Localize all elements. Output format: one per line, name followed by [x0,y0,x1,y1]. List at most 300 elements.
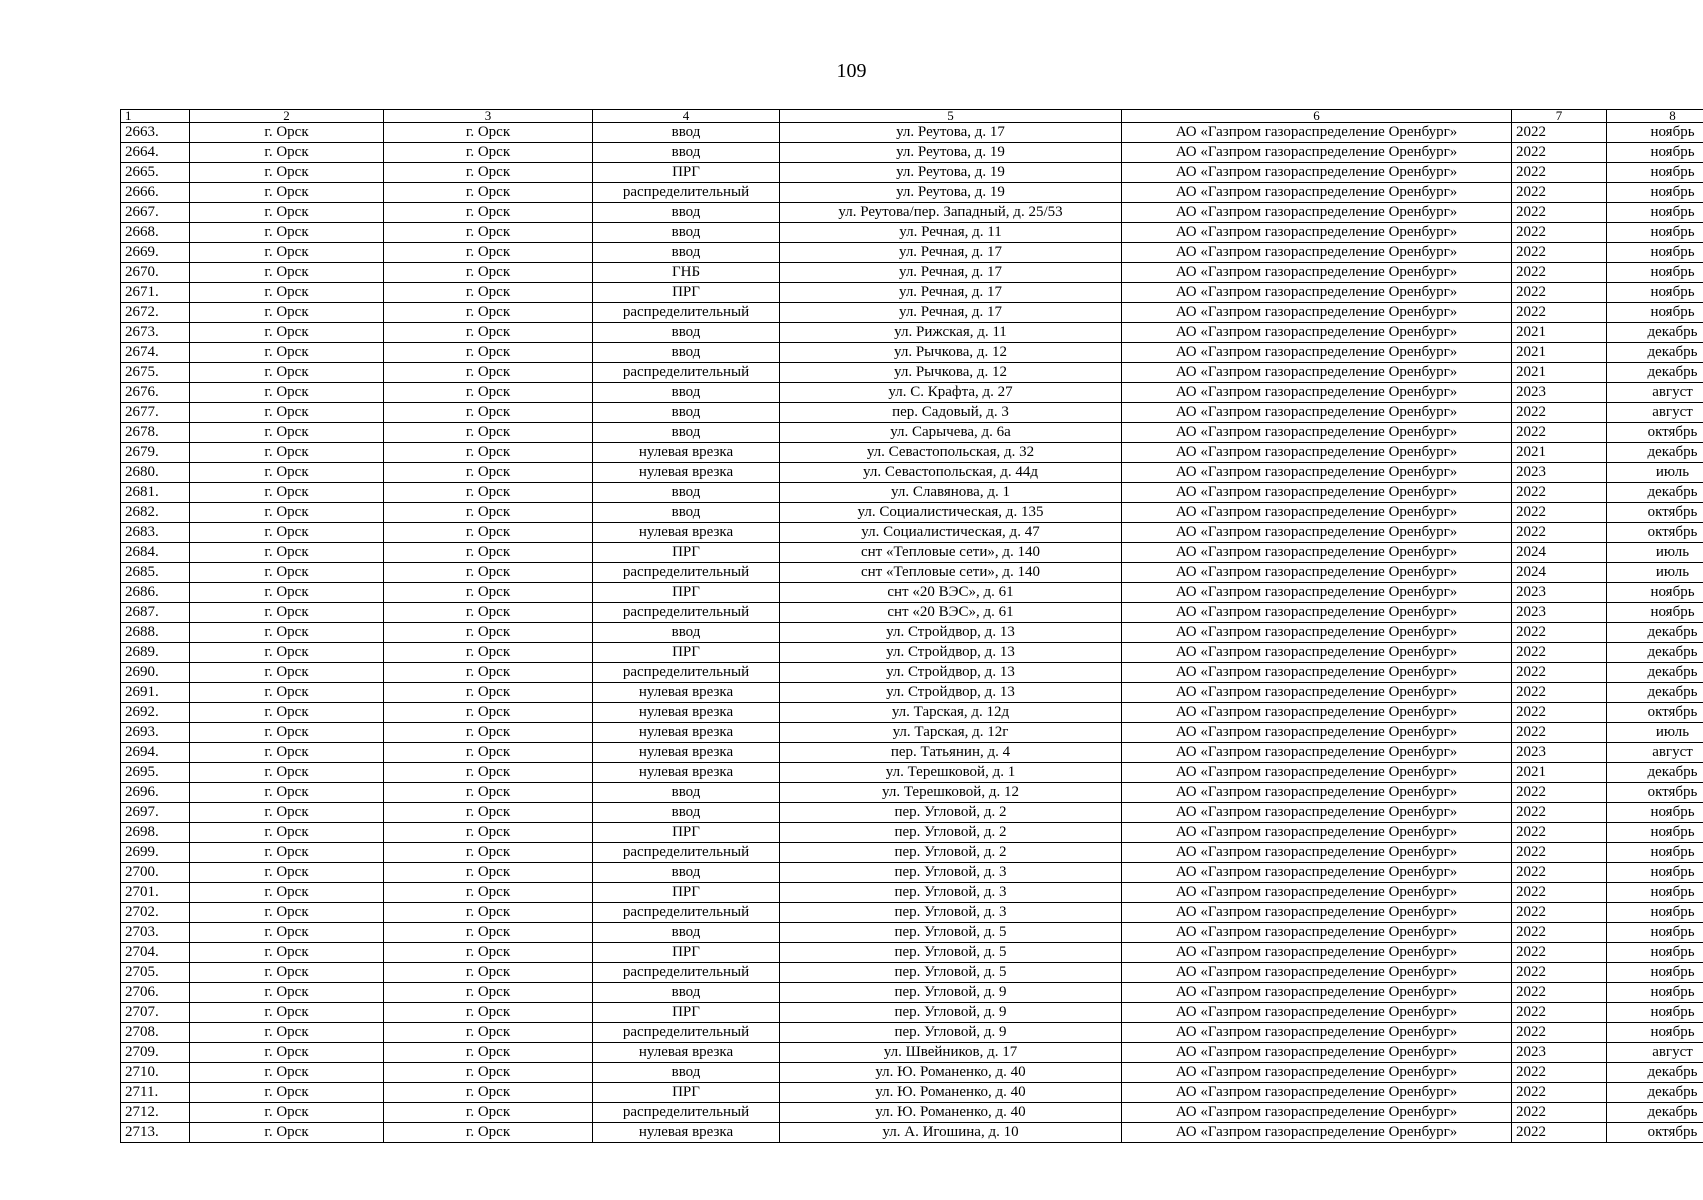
cell-municipality: г. Орск [190,443,384,463]
table-row [121,963,1703,983]
cell-year: 2022 [1512,483,1607,503]
cell-municipality: г. Орск [190,1063,384,1083]
cell-address: ул. Терешковой, д. 12 [780,783,1122,803]
cell-row-number: 2678. [121,423,190,443]
cell-row-number: 2713. [121,1123,190,1143]
cell-settlement: г. Орск [384,123,593,143]
cell-operator: АО «Газпром газораспределение Оренбург» [1122,703,1512,723]
cell-settlement: г. Орск [384,543,593,563]
cell-operator: АО «Газпром газораспределение Оренбург» [1122,1083,1512,1103]
cell-month: октябрь [1607,523,1703,543]
table-row [121,823,1703,843]
cell-address: пер. Садовый, д. 3 [780,403,1122,423]
cell-address: пер. Угловой, д. 2 [780,823,1122,843]
cell-address: пер. Угловой, д. 3 [780,863,1122,883]
cell-address: ул. Речная, д. 17 [780,303,1122,323]
table-row [121,1083,1703,1103]
table-row [121,363,1703,383]
cell-row-number: 2672. [121,303,190,323]
cell-year: 2022 [1512,683,1607,703]
cell-municipality: г. Орск [190,1123,384,1143]
cell-year: 2022 [1512,223,1607,243]
cell-month: октябрь [1607,423,1703,443]
cell-operator: АО «Газпром газораспределение Оренбург» [1122,763,1512,783]
page-number: 109 [836,60,867,82]
cell-year: 2022 [1512,143,1607,163]
cell-operator: АО «Газпром газораспределение Оренбург» [1122,683,1512,703]
cell-object-type: нулевая врезка [593,443,780,463]
cell-year: 2022 [1512,723,1607,743]
cell-address: ул. Стройдвор, д. 13 [780,663,1122,683]
cell-municipality: г. Орск [190,423,384,443]
registry-body [121,123,1703,1143]
cell-row-number: 2674. [121,343,190,363]
cell-settlement: г. Орск [384,363,593,383]
cell-municipality: г. Орск [190,123,384,143]
cell-month: декабрь [1607,643,1703,663]
cell-row-number: 2679. [121,443,190,463]
table-row [121,1123,1703,1143]
cell-operator: АО «Газпром газораспределение Оренбург» [1122,823,1512,843]
cell-month: декабрь [1607,363,1703,383]
table-row [121,883,1703,903]
table-row [121,803,1703,823]
cell-settlement: г. Орск [384,943,593,963]
cell-settlement: г. Орск [384,283,593,303]
cell-municipality: г. Орск [190,723,384,743]
cell-object-type: распределительный [593,903,780,923]
cell-address: ул. Тарская, д. 12д [780,703,1122,723]
cell-month: декабрь [1607,483,1703,503]
cell-settlement: г. Орск [384,703,593,723]
table-row [121,483,1703,503]
cell-operator: АО «Газпром газораспределение Оренбург» [1122,1063,1512,1083]
cell-settlement: г. Орск [384,563,593,583]
cell-year: 2022 [1512,623,1607,643]
cell-object-type: ПРГ [593,643,780,663]
cell-year: 2021 [1512,763,1607,783]
cell-operator: АО «Газпром газораспределение Оренбург» [1122,643,1512,663]
cell-month: ноябрь [1607,1003,1703,1023]
cell-year: 2021 [1512,443,1607,463]
cell-year: 2022 [1512,823,1607,843]
cell-operator: АО «Газпром газораспределение Оренбург» [1122,523,1512,543]
cell-month: ноябрь [1607,183,1703,203]
cell-settlement: г. Орск [384,323,593,343]
cell-municipality: г. Орск [190,923,384,943]
cell-address: ул. Речная, д. 17 [780,243,1122,263]
cell-year: 2022 [1512,883,1607,903]
cell-row-number: 2700. [121,863,190,883]
cell-year: 2022 [1512,803,1607,823]
cell-year: 2022 [1512,983,1607,1003]
cell-row-number: 2669. [121,243,190,263]
cell-object-type: ввод [593,123,780,143]
cell-month: ноябрь [1607,163,1703,183]
cell-year: 2023 [1512,1043,1607,1063]
cell-address: пер. Татьянин, д. 4 [780,743,1122,763]
cell-object-type: ПРГ [593,1083,780,1103]
cell-row-number: 2681. [121,483,190,503]
cell-municipality: г. Орск [190,223,384,243]
cell-object-type: ввод [593,143,780,163]
cell-operator: АО «Газпром газораспределение Оренбург» [1122,243,1512,263]
table-row [121,1063,1703,1083]
cell-row-number: 2687. [121,603,190,623]
cell-object-type: ГНБ [593,263,780,283]
cell-row-number: 2680. [121,463,190,483]
table-row [121,703,1703,723]
cell-operator: АО «Газпром газораспределение Оренбург» [1122,903,1512,923]
cell-municipality: г. Орск [190,163,384,183]
cell-settlement: г. Орск [384,823,593,843]
table-row [121,423,1703,443]
cell-municipality: г. Орск [190,503,384,523]
cell-month: ноябрь [1607,203,1703,223]
cell-object-type: ввод [593,483,780,503]
cell-row-number: 2696. [121,783,190,803]
cell-month: декабрь [1607,763,1703,783]
table-row [121,1023,1703,1043]
cell-operator: АО «Газпром газораспределение Оренбург» [1122,403,1512,423]
cell-month: ноябрь [1607,583,1703,603]
cell-row-number: 2688. [121,623,190,643]
cell-row-number: 2689. [121,643,190,663]
column-header-6: 6 [1122,110,1512,123]
table-row [121,243,1703,263]
cell-settlement: г. Орск [384,743,593,763]
table-row [121,563,1703,583]
cell-settlement: г. Орск [384,783,593,803]
cell-row-number: 2706. [121,983,190,1003]
cell-municipality: г. Орск [190,323,384,343]
cell-month: ноябрь [1607,963,1703,983]
cell-settlement: г. Орск [384,903,593,923]
cell-municipality: г. Орск [190,463,384,483]
cell-object-type: распределительный [593,963,780,983]
cell-object-type: нулевая врезка [593,743,780,763]
cell-year: 2022 [1512,923,1607,943]
cell-operator: АО «Газпром газораспределение Оренбург» [1122,1023,1512,1043]
cell-year: 2024 [1512,543,1607,563]
cell-settlement: г. Орск [384,583,593,603]
cell-month: ноябрь [1607,263,1703,283]
cell-month: август [1607,1043,1703,1063]
cell-municipality: г. Орск [190,1103,384,1123]
cell-year: 2022 [1512,303,1607,323]
cell-object-type: ПРГ [593,823,780,843]
cell-operator: АО «Газпром газораспределение Оренбург» [1122,1003,1512,1023]
table-row [121,583,1703,603]
cell-year: 2022 [1512,663,1607,683]
cell-operator: АО «Газпром газораспределение Оренбург» [1122,383,1512,403]
cell-month: июль [1607,543,1703,563]
cell-municipality: г. Орск [190,243,384,263]
cell-month: ноябрь [1607,803,1703,823]
cell-settlement: г. Орск [384,983,593,1003]
cell-settlement: г. Орск [384,643,593,663]
cell-settlement: г. Орск [384,223,593,243]
cell-object-type: нулевая врезка [593,723,780,743]
cell-month: октябрь [1607,1123,1703,1143]
cell-settlement: г. Орск [384,203,593,223]
cell-operator: АО «Газпром газораспределение Оренбург» [1122,463,1512,483]
cell-year: 2021 [1512,323,1607,343]
cell-month: ноябрь [1607,143,1703,163]
table-row [121,1003,1703,1023]
cell-settlement: г. Орск [384,183,593,203]
cell-object-type: ПРГ [593,583,780,603]
cell-operator: АО «Газпром газораспределение Оренбург» [1122,1043,1512,1063]
cell-municipality: г. Орск [190,863,384,883]
cell-operator: АО «Газпром газораспределение Оренбург» [1122,203,1512,223]
cell-municipality: г. Орск [190,203,384,223]
table-row [121,863,1703,883]
cell-municipality: г. Орск [190,783,384,803]
cell-address: пер. Угловой, д. 2 [780,803,1122,823]
cell-address: ул. Севастопольская, д. 32 [780,443,1122,463]
cell-operator: АО «Газпром газораспределение Оренбург» [1122,283,1512,303]
cell-object-type: ввод [593,1063,780,1083]
cell-operator: АО «Газпром газораспределение Оренбург» [1122,143,1512,163]
cell-row-number: 2702. [121,903,190,923]
cell-municipality: г. Орск [190,763,384,783]
cell-month: август [1607,383,1703,403]
cell-operator: АО «Газпром газораспределение Оренбург» [1122,183,1512,203]
cell-address: пер. Угловой, д. 5 [780,923,1122,943]
cell-year: 2022 [1512,1063,1607,1083]
cell-operator: АО «Газпром газораспределение Оренбург» [1122,603,1512,623]
table-row [121,303,1703,323]
cell-month: декабрь [1607,623,1703,643]
cell-year: 2022 [1512,643,1607,663]
cell-operator: АО «Газпром газораспределение Оренбург» [1122,983,1512,1003]
cell-row-number: 2682. [121,503,190,523]
cell-operator: АО «Газпром газораспределение Оренбург» [1122,543,1512,563]
cell-object-type: нулевая врезка [593,523,780,543]
cell-month: июль [1607,563,1703,583]
cell-month: декабрь [1607,443,1703,463]
cell-municipality: г. Орск [190,343,384,363]
cell-municipality: г. Орск [190,1003,384,1023]
cell-municipality: г. Орск [190,283,384,303]
cell-operator: АО «Газпром газораспределение Оренбург» [1122,363,1512,383]
table-row [121,203,1703,223]
cell-address: ул. Реутова/пер. Западный, д. 25/53 [780,203,1122,223]
cell-row-number: 2710. [121,1063,190,1083]
cell-month: ноябрь [1607,823,1703,843]
cell-object-type: ввод [593,223,780,243]
cell-object-type: нулевая врезка [593,1123,780,1143]
cell-row-number: 2675. [121,363,190,383]
cell-month: ноябрь [1607,923,1703,943]
cell-settlement: г. Орск [384,143,593,163]
cell-operator: АО «Газпром газораспределение Оренбург» [1122,923,1512,943]
cell-object-type: ввод [593,203,780,223]
cell-row-number: 2695. [121,763,190,783]
cell-year: 2022 [1512,1123,1607,1143]
cell-operator: АО «Газпром газораспределение Оренбург» [1122,223,1512,243]
column-header-2: 2 [190,110,384,123]
cell-municipality: г. Орск [190,1023,384,1043]
cell-row-number: 2701. [121,883,190,903]
cell-settlement: г. Орск [384,883,593,903]
cell-row-number: 2683. [121,523,190,543]
cell-year: 2022 [1512,523,1607,543]
cell-address: снт «Тепловые сети», д. 140 [780,543,1122,563]
cell-object-type: ввод [593,923,780,943]
cell-settlement: г. Орск [384,843,593,863]
cell-object-type: распределительный [593,1023,780,1043]
cell-row-number: 2690. [121,663,190,683]
cell-month: декабрь [1607,1103,1703,1123]
cell-municipality: г. Орск [190,623,384,643]
cell-object-type: ввод [593,863,780,883]
table-row [121,843,1703,863]
cell-address: пер. Угловой, д. 3 [780,883,1122,903]
cell-month: октябрь [1607,703,1703,723]
cell-address: ул. Реутова, д. 19 [780,163,1122,183]
cell-address: ул. Стройдвор, д. 13 [780,623,1122,643]
table-row [121,523,1703,543]
cell-year: 2022 [1512,1023,1607,1043]
cell-municipality: г. Орск [190,363,384,383]
column-number-row [121,110,1703,123]
cell-settlement: г. Орск [384,1123,593,1143]
cell-settlement: г. Орск [384,603,593,623]
cell-address: ул. Терешковой, д. 1 [780,763,1122,783]
cell-address: ул. Ю. Романенко, д. 40 [780,1063,1122,1083]
cell-object-type: ввод [593,423,780,443]
table-row [121,163,1703,183]
cell-year: 2022 [1512,783,1607,803]
cell-row-number: 2676. [121,383,190,403]
cell-address: ул. Социалистическая, д. 135 [780,503,1122,523]
cell-row-number: 2664. [121,143,190,163]
cell-object-type: ввод [593,323,780,343]
cell-month: июль [1607,723,1703,743]
cell-settlement: г. Орск [384,403,593,423]
cell-object-type: нулевая врезка [593,683,780,703]
cell-month: ноябрь [1607,863,1703,883]
cell-municipality: г. Орск [190,1083,384,1103]
cell-address: ул. Реутова, д. 19 [780,183,1122,203]
cell-settlement: г. Орск [384,423,593,443]
cell-settlement: г. Орск [384,1063,593,1083]
cell-settlement: г. Орск [384,663,593,683]
cell-row-number: 2693. [121,723,190,743]
cell-object-type: нулевая врезка [593,463,780,483]
cell-month: декабрь [1607,1083,1703,1103]
column-header-8: 8 [1607,110,1703,123]
cell-operator: АО «Газпром газораспределение Оренбург» [1122,303,1512,323]
cell-year: 2022 [1512,503,1607,523]
cell-municipality: г. Орск [190,703,384,723]
cell-settlement: г. Орск [384,483,593,503]
cell-address: ул. Реутова, д. 17 [780,123,1122,143]
cell-row-number: 2673. [121,323,190,343]
cell-operator: АО «Газпром газораспределение Оренбург» [1122,943,1512,963]
cell-object-type: нулевая врезка [593,703,780,723]
cell-object-type: ПРГ [593,943,780,963]
cell-settlement: г. Орск [384,923,593,943]
table-row [121,683,1703,703]
cell-address: ул. Рычкова, д. 12 [780,343,1122,363]
cell-address: ул. Швейников, д. 17 [780,1043,1122,1063]
cell-year: 2023 [1512,583,1607,603]
cell-row-number: 2668. [121,223,190,243]
table-row [121,623,1703,643]
cell-month: август [1607,743,1703,763]
cell-address: ул. Стройдвор, д. 13 [780,683,1122,703]
cell-year: 2022 [1512,703,1607,723]
cell-operator: АО «Газпром газораспределение Оренбург» [1122,1123,1512,1143]
cell-year: 2022 [1512,163,1607,183]
cell-year: 2022 [1512,843,1607,863]
table-row [121,743,1703,763]
cell-settlement: г. Орск [384,263,593,283]
cell-settlement: г. Орск [384,383,593,403]
registry-table [120,109,1703,1143]
cell-operator: АО «Газпром газораспределение Оренбург» [1122,623,1512,643]
table-row [121,603,1703,623]
cell-address: ул. Сарычева, д. 6а [780,423,1122,443]
table-row [121,783,1703,803]
cell-operator: АО «Газпром газораспределение Оренбург» [1122,263,1512,283]
cell-row-number: 2686. [121,583,190,603]
cell-settlement: г. Орск [384,863,593,883]
cell-month: ноябрь [1607,903,1703,923]
cell-month: ноябрь [1607,283,1703,303]
cell-month: август [1607,403,1703,423]
table-row [121,643,1703,663]
table-row [121,463,1703,483]
cell-operator: АО «Газпром газораспределение Оренбург» [1122,503,1512,523]
cell-year: 2022 [1512,423,1607,443]
cell-row-number: 2709. [121,1043,190,1063]
cell-year: 2022 [1512,1103,1607,1123]
cell-month: ноябрь [1607,943,1703,963]
cell-year: 2023 [1512,743,1607,763]
cell-month: ноябрь [1607,123,1703,143]
cell-month: октябрь [1607,503,1703,523]
cell-settlement: г. Орск [384,463,593,483]
cell-month: ноябрь [1607,1023,1703,1043]
cell-year: 2022 [1512,1003,1607,1023]
cell-operator: АО «Газпром газораспределение Оренбург» [1122,443,1512,463]
cell-address: ул. Реутова, д. 19 [780,143,1122,163]
cell-settlement: г. Орск [384,503,593,523]
column-header-4: 4 [593,110,780,123]
cell-settlement: г. Орск [384,1023,593,1043]
cell-address: пер. Угловой, д. 9 [780,983,1122,1003]
cell-settlement: г. Орск [384,1103,593,1123]
cell-settlement: г. Орск [384,803,593,823]
cell-settlement: г. Орск [384,343,593,363]
cell-month: декабрь [1607,323,1703,343]
table-row [121,663,1703,683]
cell-operator: АО «Газпром газораспределение Оренбург» [1122,123,1512,143]
cell-operator: АО «Газпром газораспределение Оренбург» [1122,963,1512,983]
table-row [121,223,1703,243]
cell-address: снт «20 ВЭС», д. 61 [780,583,1122,603]
cell-year: 2023 [1512,463,1607,483]
cell-object-type: нулевая врезка [593,1043,780,1063]
cell-row-number: 2684. [121,543,190,563]
cell-municipality: г. Орск [190,643,384,663]
cell-settlement: г. Орск [384,243,593,263]
cell-municipality: г. Орск [190,943,384,963]
